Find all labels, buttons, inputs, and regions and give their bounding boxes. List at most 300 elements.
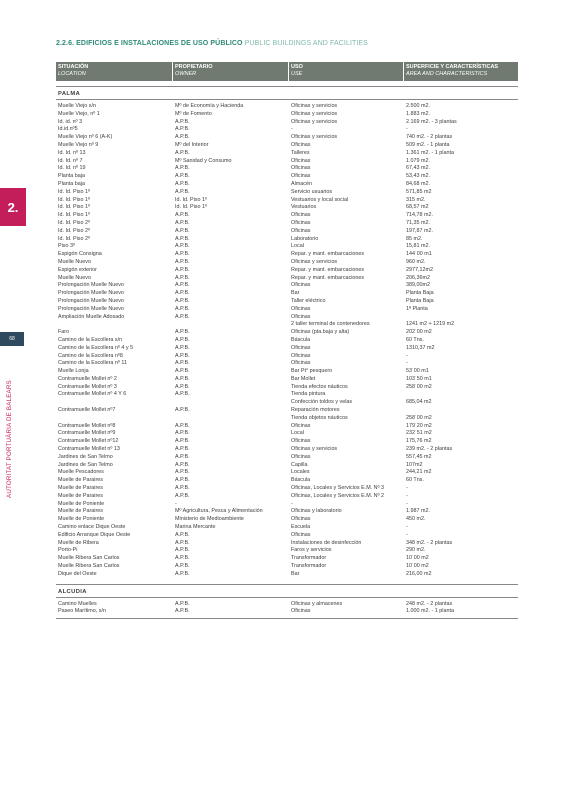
table-row (56, 601, 518, 609)
vertical-publisher-label: AUTORITAT PORTUÀRIA DE BALEARS (6, 380, 13, 498)
table-row (56, 197, 518, 205)
cell-location: Id. id. nº 3 (58, 118, 83, 125)
cell-area: 68,57 m2 (406, 204, 429, 211)
cell-location: Muelle de Poniente (58, 500, 105, 507)
cell-location: Id. Id. Piso 1º (58, 196, 90, 203)
cell-location: Edificio Arranque Dique Oeste (58, 531, 131, 538)
cell-use: Oficinas (291, 212, 311, 219)
cell-owner: A.P.B. (175, 608, 190, 615)
cell-location: Muelle Ribera San Carlos (58, 555, 120, 562)
cell-use: Oficinas (291, 165, 311, 172)
cell-owner: Mº Sanidad y Consumo (175, 157, 232, 164)
table-row (56, 306, 518, 314)
cell-use: Oficinas y almacenes (291, 600, 343, 607)
cell-use: Local (291, 243, 304, 250)
cell-owner: A.P.B. (175, 461, 190, 468)
cell-location: Id. Id. nº 13 (58, 149, 86, 156)
table-row (56, 345, 518, 353)
cell-location (56, 399, 173, 407)
table-row (56, 493, 518, 501)
cell-use: Transformador (291, 555, 327, 562)
cell-area: 960 m2. (406, 258, 426, 265)
cell-area: 216,00 m2 (406, 570, 432, 577)
table-row (56, 259, 518, 267)
cell-location: Id. Id. nº 19 (58, 165, 86, 172)
cell-owner: A.P.B. (175, 485, 190, 492)
cell-owner: A.P.B. (175, 539, 190, 546)
section-header: PALMA (56, 86, 518, 100)
table-row (56, 189, 518, 197)
cell-owner: A.P.B. (175, 368, 190, 375)
cell-location (56, 321, 173, 329)
table-row (56, 321, 518, 329)
cell-owner: A.P.B. (175, 453, 190, 460)
cell-area: 315 m2. (406, 196, 426, 203)
cell-area: 53,43 m2. (406, 173, 430, 180)
cell-use: Oficinas y laboratorio (291, 508, 342, 515)
cell-area: 685,04 m2 (406, 399, 432, 406)
cell-use: Oficinas (291, 173, 311, 180)
cell-area: 714,78 m2. (406, 212, 433, 219)
table-row (56, 126, 518, 134)
table-row (56, 158, 518, 166)
table-header (56, 62, 518, 81)
cell-owner: Mº de Economía y Hacienda (175, 103, 244, 109)
table-row (56, 212, 518, 220)
cell-owner: A.P.B. (175, 173, 190, 180)
cell-area: 107m2 (406, 461, 423, 468)
cell-owner: A.P.B. (175, 305, 190, 312)
header-owner: PROPIETARIO OWNER (173, 62, 289, 81)
table-row (56, 571, 518, 579)
cell-location: Muelle de Paraires (58, 508, 103, 515)
cell-use: Instalaciones de desinfección (291, 539, 362, 546)
chapter-tab: 2. (0, 188, 26, 226)
cell-location: Muelle de Paraires (58, 485, 103, 492)
cell-area: 1310,37 m2 (406, 344, 435, 351)
cell-area: 2.169 m2. - 3 plantas (406, 118, 457, 125)
table-row (56, 290, 518, 298)
table-row (56, 236, 518, 244)
cell-location: Piso 3º (58, 243, 75, 250)
cell-owner: A.P.B. (175, 531, 190, 538)
cell-use: Oficinas (pta.baja y alta) (291, 329, 350, 336)
cell-use: Oficinas (291, 531, 311, 538)
table-row (56, 532, 518, 540)
table-row (56, 220, 518, 228)
cell-owner: A.P.B. (175, 329, 190, 336)
cell-area: 84,68 m2. (406, 180, 430, 187)
cell-location: Id. Id. Piso 2º (58, 227, 90, 234)
cell-owner: A.P.B. (175, 118, 190, 125)
cell-location: Contramuelle Mollet nº9 (58, 430, 116, 437)
cell-owner: A.P.B. (175, 336, 190, 343)
cell-use: Báscula (291, 336, 311, 343)
cell-use: Oficinas (291, 608, 311, 615)
table-row (56, 314, 518, 322)
cell-area: 258´00 m2 (406, 383, 432, 390)
cell-owner: Mº Agricultura, Pesca y Alimentación (175, 508, 263, 515)
cell-use: Vestuarios (291, 204, 317, 211)
cell-owner: A.P.B. (175, 274, 190, 281)
cell-location: Jardines de San Telmo (58, 453, 113, 460)
cell-area: 85 m2. (406, 235, 423, 242)
cell-area (404, 314, 518, 322)
table-row (56, 298, 518, 306)
cell-area: 1.987 m2. (406, 508, 430, 515)
table-row (56, 275, 518, 283)
cell-use: Laboratorio (291, 235, 319, 242)
table-row (56, 376, 518, 384)
cell-area: 557,45 m2 (406, 453, 432, 460)
table-row (56, 446, 518, 454)
page-number: 68 (0, 332, 24, 346)
cell-area: 348 m2. - 2 plantas (406, 539, 453, 546)
table-row (56, 407, 518, 415)
cell-owner: A.P.B. (175, 555, 190, 562)
table-row (56, 524, 518, 532)
cell-location: Espigón exterior (58, 266, 97, 273)
cell-location: Muelle Viejo s/n (58, 103, 96, 109)
cell-owner: A.P.B. (175, 391, 190, 398)
table-row (56, 251, 518, 259)
cell-location: Camino Muelles (58, 600, 97, 607)
cell-area: 509 m2. - 1 planta (406, 141, 450, 148)
cell-owner: A.P.B. (175, 547, 190, 554)
cell-location: Camino de la Escollera nº 4 y 5 (58, 344, 134, 351)
cell-area: 10´00 m2 (406, 555, 429, 562)
cell-area: 202´00 m2 (406, 329, 432, 336)
table-row (56, 134, 518, 142)
cell-owner: Id. Id. Piso 1º (175, 196, 207, 203)
table-row (56, 508, 518, 516)
cell-area: 571,85 m2 (406, 188, 432, 195)
cell-owner: A.P.B. (175, 290, 190, 297)
cell-location: Muelle Lonja (58, 368, 89, 375)
cell-owner: A.P.B. (175, 227, 190, 234)
cell-location: Muelle de Paraires (58, 492, 103, 499)
cell-owner: Mº de Fomento (175, 110, 212, 117)
cell-area: 450 m2. (406, 516, 426, 523)
table-row (56, 462, 518, 470)
cell-owner: A.P.B. (175, 266, 190, 273)
cell-use: Bar Mollet (291, 375, 316, 382)
cell-location: Contramuelle Mollet nº 13 (58, 446, 120, 453)
cell-location: Id. Id. nº 7 (58, 157, 83, 164)
cell-area: 2.500 m2. (406, 103, 430, 109)
cell-area: 248 m2. - 2 plantas (406, 600, 453, 607)
cell-area: 239 m2. - 2 plantas (406, 446, 453, 453)
cell-area: 740 m2. - 2 plantas (406, 134, 453, 141)
header-use: USO USE (289, 62, 404, 81)
cell-use: Bar (291, 290, 300, 297)
cell-owner: A.P.B. (175, 570, 190, 577)
cell-owner: Marina Mercante (175, 524, 216, 531)
table-row (56, 477, 518, 485)
cell-area: 67,43 m2. (406, 165, 430, 172)
cell-location: Contramuelle Mollet nº8 (58, 422, 116, 429)
cell-location: Contramuelle Mollet nº 4 Y 6 (58, 391, 127, 398)
cell-area: 206,36m2 (406, 274, 430, 281)
cell-area: 60 Tns. (406, 477, 424, 484)
table-row (56, 173, 518, 181)
cell-use: Oficinas, Locales y Servicios E.M. Nº 3 (291, 485, 385, 492)
cell-use: Servicio usuarios (291, 188, 333, 195)
cell-use: Almacén (291, 180, 312, 187)
table-row (56, 243, 518, 251)
table-row (56, 469, 518, 477)
cell-area: 53´00 m1 (406, 368, 429, 375)
cell-use: Transformador (291, 563, 327, 570)
cell-owner: A.P.B. (175, 180, 190, 187)
cell-area: 15,81 m2. (406, 243, 430, 250)
cell-owner: A.P.B. (175, 149, 190, 156)
cell-use: 2 taller terminal de contenedores (291, 321, 370, 328)
cell-use: Faros y servicios (291, 547, 332, 554)
cell-location: Camino de la Escollera nº8 (58, 352, 123, 359)
cell-owner: A.P.B. (175, 134, 190, 141)
cell-owner: A.P.B. (175, 258, 190, 265)
cell-location: Jardines de San Telmo (58, 461, 113, 468)
cell-owner (173, 321, 289, 329)
cell-location: Planta baja (58, 173, 85, 180)
cell-area: 144´00 m1 (406, 251, 432, 258)
cell-location: Muelle de Paraires (58, 477, 103, 484)
table-body (56, 86, 518, 619)
cell-use: - (291, 126, 293, 133)
cell-location: Espigón Consigna (58, 251, 102, 258)
cell-use: Oficinas y servicios (291, 103, 338, 109)
cell-location: Contramuelle Mollet nº 3 (58, 383, 117, 390)
cell-area: - (406, 531, 408, 538)
cell-use: Confección toldos y velas (291, 399, 353, 406)
table-row (56, 228, 518, 236)
table-row (56, 103, 518, 111)
section-rows (56, 598, 518, 617)
page-title (56, 40, 368, 47)
table-row (56, 391, 518, 399)
table-row (56, 165, 518, 173)
cell-use: Locales (291, 469, 310, 476)
cell-use: Báscula (291, 477, 311, 484)
cell-location: Id. Id. Piso 1º (58, 212, 90, 219)
cell-location: Prolongación Muelle Nuevo (58, 305, 124, 312)
table-row (56, 353, 518, 361)
cell-area: 244,21 m2 (406, 469, 432, 476)
cell-use: Vestuarios y local social (291, 196, 349, 203)
cell-area: 1241 m2 + 1219 m2 (406, 321, 455, 328)
cell-use: Tienda pintura (291, 391, 326, 398)
cell-area: 197,87 m2. (406, 227, 433, 234)
cell-location: Ampliación Muelle Adosado (58, 313, 125, 320)
cell-use: Oficinas (291, 219, 311, 226)
table-row (56, 360, 518, 368)
cell-use: Oficinas y servicios (291, 110, 338, 117)
table-row (56, 329, 518, 337)
cell-area: 175,76 m2 (406, 438, 432, 445)
cell-location: Contramuelle Mollet nº 2 (58, 375, 117, 382)
cell-use: Bar Pt° pesquero (291, 368, 333, 375)
cell-use: Oficinas y servicios (291, 134, 338, 141)
cell-location: Camino enlace Dique Oeste (58, 524, 126, 531)
table-row (56, 438, 518, 446)
cell-owner: - (175, 500, 177, 507)
cell-area: 232´51 m2 (406, 430, 432, 437)
cell-use: Oficinas, Locales y Servicios E.M. Nº 2 (291, 492, 385, 499)
cell-area: 1.883 m2. (406, 110, 430, 117)
header-area: SUPERFICIE Y CARACTERÍSTICAS AREA AND CHARACTERISTICS (406, 64, 499, 77)
table-end-rule (56, 618, 518, 619)
cell-location: Camino de la Escollera s/n (58, 336, 123, 343)
cell-location: Muelle Viejo nº 9 (58, 141, 99, 148)
cell-owner: A.P.B. (175, 297, 190, 304)
table-row (56, 485, 518, 493)
cell-use: Repar. y mant. embarcaciones (291, 251, 365, 258)
cell-use: Escuela (291, 524, 311, 531)
cell-area: 258´00 m2 (406, 414, 432, 421)
cell-location: Planta baja (58, 180, 85, 187)
cell-use: Oficinas (291, 453, 311, 460)
cell-location: Camino de la Escollera nº 11 (58, 360, 127, 367)
cell-location: Prolongación Muelle Nuevo (58, 282, 124, 289)
table-row (56, 547, 518, 555)
table-row (56, 501, 518, 509)
cell-area: 103´50 m1 (406, 375, 432, 382)
cell-use: Repar. y mant. embarcaciones (291, 266, 365, 273)
cell-owner: A.P.B. (175, 243, 190, 250)
table-row (56, 608, 518, 616)
cell-location: Porto-Pi (58, 547, 78, 554)
cell-use: Capilla (291, 461, 308, 468)
cell-location: Muelle Pescadores (58, 469, 104, 476)
cell-owner: A.P.B. (175, 469, 190, 476)
cell-owner: A.P.B. (175, 375, 190, 382)
cell-use: Oficinas (291, 141, 311, 148)
cell-location: Muelle Ribera San Carlos (58, 563, 120, 570)
cell-area: 60 Tns. (406, 336, 424, 343)
cell-use: Oficinas (291, 305, 311, 312)
cell-use: Oficinas (291, 360, 311, 367)
cell-owner: A.P.B. (175, 430, 190, 437)
cell-owner: A.P.B. (175, 344, 190, 351)
title-en: PUBLIC BUILDINGS AND FACILITIES (244, 40, 368, 47)
cell-location: Prolongación Muelle Nuevo (58, 297, 124, 304)
table-row (56, 337, 518, 345)
table-row (56, 555, 518, 563)
cell-owner: A.P.B. (175, 282, 190, 289)
table-row (56, 430, 518, 438)
header-location: SITUACIÓN LOCATION (56, 62, 173, 81)
section-header: ALCUDIA (56, 584, 518, 598)
cell-location: Muelle Nuevo (58, 274, 91, 281)
cell-use: Oficinas (291, 313, 311, 320)
table-row (56, 415, 518, 423)
cell-owner: A.P.B. (175, 446, 190, 453)
cell-location: Prolongación Muelle Nuevo (58, 290, 124, 297)
cell-use: Oficinas y servicios (291, 118, 338, 125)
cell-use: Bar (291, 570, 300, 577)
cell-owner: Mº del Interior (175, 141, 209, 148)
cell-owner: A.P.B. (175, 600, 190, 607)
table-row (56, 368, 518, 376)
cell-owner: A.P.B. (175, 188, 190, 195)
cell-area: - (406, 360, 408, 367)
cell-owner: Ministerio de Medioambiente (175, 516, 244, 523)
cell-location: Id. Id. Piso 2º (58, 219, 90, 226)
cell-owner: A.P.B. (175, 422, 190, 429)
cell-owner: A.P.B. (175, 165, 190, 172)
cell-owner: A.P.B. (175, 251, 190, 258)
cell-use: Reparación motores (291, 407, 340, 414)
table-row (56, 181, 518, 189)
section-rows (56, 100, 518, 579)
cell-area: - (406, 352, 408, 359)
table-row (56, 282, 518, 290)
cell-area: - (406, 524, 408, 531)
cell-owner: A.P.B. (175, 360, 190, 367)
cell-location: Paseo Marítimo, s/n (58, 608, 106, 615)
cell-area: 1ª Planta (406, 305, 428, 312)
cell-use: Taller eléctrico (291, 297, 326, 304)
table-row (56, 111, 518, 119)
cell-use: Oficinas y servicios (291, 446, 338, 453)
cell-use: Oficinas (291, 282, 311, 289)
cell-owner: A.P.B. (175, 563, 190, 570)
cell-location: Id. Id. Piso 1º (58, 204, 90, 211)
cell-area: 10´00 m2 (406, 563, 429, 570)
cell-use: - (291, 500, 293, 507)
cell-owner: A.P.B. (175, 438, 190, 445)
cell-use: Tienda objetos náuticos (291, 414, 348, 421)
table-row (56, 540, 518, 548)
cell-use: Oficinas (291, 438, 311, 445)
cell-owner: A.P.B. (175, 407, 190, 414)
cell-area: - (406, 500, 408, 507)
cell-use: Tienda efectos náuticos (291, 383, 348, 390)
cell-owner: A.P.B. (175, 352, 190, 359)
cell-use: Talleres (291, 149, 310, 156)
cell-location: Muelle Nuevo (58, 258, 91, 265)
cell-area: 1.000 m2. - 1 planta (406, 608, 454, 615)
cell-use: Oficinas y servicios (291, 258, 338, 265)
cell-use: Oficinas (291, 516, 311, 523)
table-row (56, 384, 518, 392)
cell-owner: A.P.B. (175, 492, 190, 499)
cell-owner: A.P.B. (175, 126, 190, 133)
cell-use: Oficinas (291, 227, 311, 234)
cell-area: 1.079 m2. (406, 157, 430, 164)
table-row (56, 267, 518, 275)
cell-owner: A.P.B. (175, 219, 190, 226)
cell-location: Id.id.nº5 (58, 126, 78, 133)
cell-area (404, 407, 518, 415)
cell-owner (173, 399, 289, 407)
cell-area: - (406, 485, 408, 492)
cell-location (56, 415, 173, 423)
table-row (56, 423, 518, 431)
cell-area: 2977,12m2 (406, 266, 433, 273)
table-row (56, 150, 518, 158)
cell-location: Id. Id. Piso 2º (58, 235, 90, 242)
cell-use: Local (291, 430, 304, 437)
cell-area: Planta Baja (406, 297, 434, 304)
cell-area: Planta Baja (406, 290, 434, 297)
cell-owner: A.P.B. (175, 313, 190, 320)
table-row (56, 454, 518, 462)
cell-owner: A.P.B. (175, 383, 190, 390)
cell-area: 179´20 m2 (406, 422, 432, 429)
cell-owner: A.P.B. (175, 477, 190, 484)
